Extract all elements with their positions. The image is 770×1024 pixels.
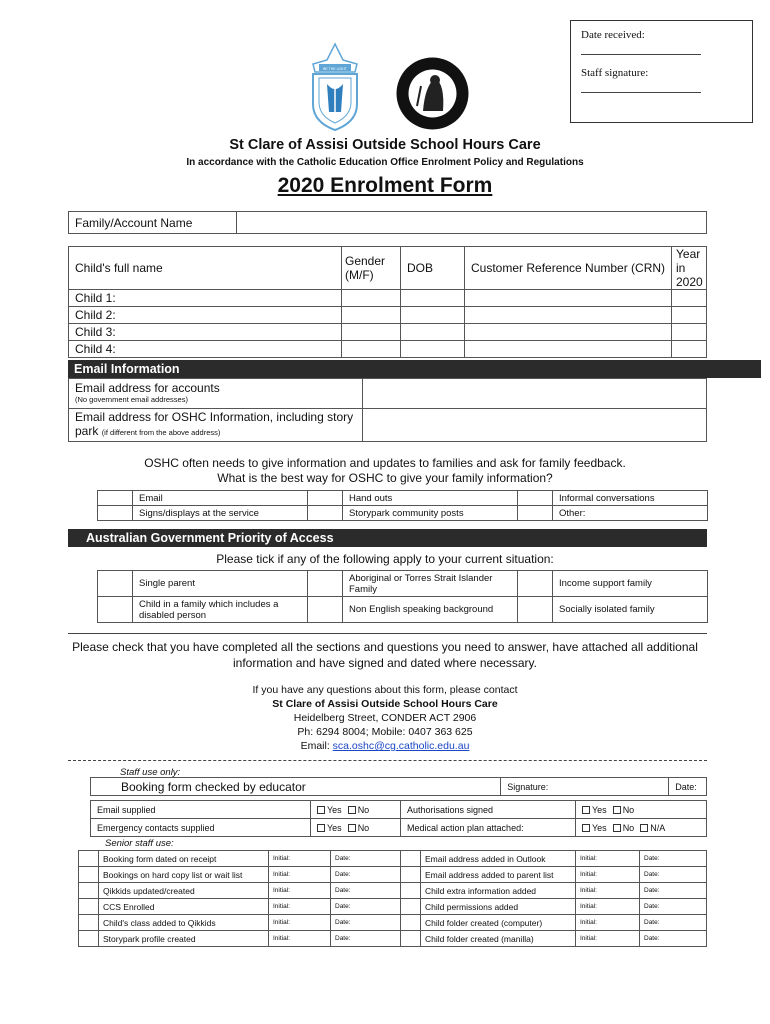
family-input[interactable] bbox=[237, 212, 707, 234]
date-field[interactable]: Date: bbox=[640, 867, 707, 883]
gender-header: Gender (M/F) bbox=[342, 247, 401, 290]
booking-checked-label: Booking form checked by educator bbox=[91, 778, 501, 796]
medical-yes-no-na[interactable]: Yes No N/A bbox=[576, 819, 707, 837]
accounts-email-label: Email address for accounts (No government email addresses) bbox=[69, 379, 363, 409]
contact-block: If you have any questions about this form, please contact St Clare of Assisi Outside School Hours Care Heidelberg Street, CONDER ACT 2906 Ph: 6294 8004; Mobile: 0407 363 625 Email: sca.oshc@cg.catholic.edu.au bbox=[252, 684, 518, 752]
staff-signature-label: Staff signature: bbox=[581, 67, 649, 79]
date-field[interactable]: Date: bbox=[331, 899, 401, 915]
st-clare-logo bbox=[305, 42, 365, 132]
family-table bbox=[68, 211, 707, 234]
org-subtitle: In accordance with the Catholic Education Office Enrolment Policy and Regulations bbox=[186, 157, 584, 168]
oshc-email-input[interactable] bbox=[363, 409, 707, 442]
date-received-label: Date received: bbox=[581, 29, 645, 41]
child-1-label[interactable]: Child 1: bbox=[69, 290, 342, 307]
priority-checkbox[interactable] bbox=[518, 597, 553, 623]
date-field[interactable]: Date: bbox=[640, 931, 707, 947]
divider-2 bbox=[68, 760, 707, 761]
staff-use-label: Staff use only: bbox=[120, 767, 181, 778]
senior-checkbox[interactable] bbox=[79, 851, 99, 867]
comms-options-table: Email Hand outs Informal conversations Signs/displays at the service Storypark community posts Other: bbox=[97, 490, 708, 521]
senior-left-item: Booking form dated on receipt bbox=[99, 851, 269, 867]
date-field[interactable]: Date: bbox=[331, 931, 401, 947]
senior-left-item: Storypark profile created bbox=[99, 931, 269, 947]
senior-right-item: Child folder created (manilla) bbox=[421, 931, 576, 947]
child-name-header: Child's full name bbox=[69, 247, 342, 290]
comms-line-2: What is the best way for OSHC to give your family information? bbox=[217, 471, 553, 485]
initial-field[interactable]: Initial: bbox=[576, 883, 640, 899]
senior-checkbox[interactable] bbox=[401, 883, 421, 899]
staff-table bbox=[90, 777, 707, 796]
office-use-box bbox=[570, 20, 753, 123]
email-section-title: Email Information bbox=[68, 360, 761, 378]
priority-checkbox[interactable] bbox=[98, 597, 133, 623]
senior-staff-table bbox=[78, 850, 707, 947]
senior-checkbox[interactable] bbox=[79, 883, 99, 899]
senior-checkbox[interactable] bbox=[401, 931, 421, 947]
year-header: Year in 2020 bbox=[672, 247, 707, 290]
staff-signature-line[interactable] bbox=[581, 81, 701, 93]
accounts-email-input[interactable] bbox=[363, 379, 707, 409]
comms-checkbox[interactable] bbox=[308, 506, 343, 521]
checklist-line-2: information and have signed and dated where necessary. bbox=[233, 656, 537, 670]
contact-email-link[interactable]: sca.oshc@cg.catholic.edu.au bbox=[332, 740, 470, 752]
comms-checkbox[interactable] bbox=[98, 506, 133, 521]
priority-checkbox[interactable] bbox=[308, 571, 343, 597]
school-crest-logo bbox=[395, 56, 470, 131]
senior-right-item: Email address added to parent list bbox=[421, 867, 576, 883]
senior-left-item: CCS Enrolled bbox=[99, 899, 269, 915]
initial-field[interactable]: Initial: bbox=[576, 915, 640, 931]
comms-checkbox[interactable] bbox=[98, 491, 133, 506]
email-yes-no[interactable]: Yes No bbox=[311, 801, 401, 819]
comms-line-1: OSHC often needs to give information and updates to families and ask for family feedback. bbox=[144, 456, 626, 470]
senior-checkbox[interactable] bbox=[401, 915, 421, 931]
child-2-label[interactable]: Child 2: bbox=[69, 307, 342, 324]
comms-checkbox[interactable] bbox=[518, 506, 553, 521]
senior-left-item: Qikkids updated/created bbox=[99, 883, 269, 899]
priority-checkbox[interactable] bbox=[518, 571, 553, 597]
senior-right-item: Child extra information added bbox=[421, 883, 576, 899]
auth-yes-no[interactable]: Yes No bbox=[576, 801, 707, 819]
initial-field[interactable]: Initial: bbox=[269, 883, 331, 899]
emergency-yes-no[interactable]: Yes No bbox=[311, 819, 401, 837]
form-title: 2020 Enrolment Form bbox=[277, 174, 493, 197]
senior-left-item: Child's class added to Qikkids bbox=[99, 915, 269, 931]
senior-checkbox[interactable] bbox=[79, 915, 99, 931]
dob-header: DOB bbox=[401, 247, 465, 290]
child-3-label[interactable]: Child 3: bbox=[69, 324, 342, 341]
initial-field[interactable]: Initial: bbox=[269, 867, 331, 883]
senior-checkbox[interactable] bbox=[401, 899, 421, 915]
date-field[interactable]: Date: bbox=[331, 867, 401, 883]
children-table bbox=[68, 246, 707, 358]
senior-staff-label: Senior staff use: bbox=[105, 838, 174, 849]
initial-field[interactable]: Initial: bbox=[576, 867, 640, 883]
senior-right-item: Email address added in Outlook bbox=[421, 851, 576, 867]
date-field[interactable]: Date: bbox=[640, 915, 707, 931]
initial-field[interactable]: Initial: bbox=[269, 931, 331, 947]
staff-check-table: Email supplied Yes No Authorisations signed Yes No Emergency contacts supplied Yes No Medical action plan attached: Yes No N/A bbox=[90, 800, 707, 837]
comms-checkbox[interactable] bbox=[308, 491, 343, 506]
date-field[interactable]: Date: bbox=[640, 899, 707, 915]
senior-checkbox[interactable] bbox=[79, 931, 99, 947]
senior-right-item: Child folder created (computer) bbox=[421, 915, 576, 931]
initial-field[interactable]: Initial: bbox=[269, 915, 331, 931]
family-label: Family/Account Name bbox=[69, 212, 237, 234]
priority-section-title: Australian Government Priority of Access bbox=[68, 529, 707, 547]
priority-checkbox[interactable] bbox=[98, 571, 133, 597]
child-4-label[interactable]: Child 4: bbox=[69, 341, 342, 358]
oshc-email-label: Email address for OSHC Information, including story park (if different from the above address) bbox=[69, 409, 363, 442]
date-field[interactable]: Date: bbox=[331, 851, 401, 867]
initial-field[interactable]: Initial: bbox=[576, 899, 640, 915]
initial-field[interactable]: Initial: bbox=[269, 899, 331, 915]
date-field[interactable]: Date: bbox=[640, 851, 707, 867]
comms-checkbox[interactable] bbox=[518, 491, 553, 506]
checklist-line-1: Please check that you have completed all the sections and questions you need to answer, have attached all additional bbox=[72, 640, 698, 654]
svg-text:BE THE LIGHT: BE THE LIGHT bbox=[323, 67, 347, 71]
date-field[interactable]: Date: bbox=[331, 883, 401, 899]
senior-checkbox[interactable] bbox=[401, 851, 421, 867]
priority-checkbox[interactable] bbox=[308, 597, 343, 623]
signature-field[interactable]: Signature: bbox=[501, 778, 669, 796]
divider-1 bbox=[68, 633, 707, 634]
date-field[interactable]: Date: bbox=[640, 883, 707, 899]
date-received-line[interactable] bbox=[581, 43, 701, 55]
priority-instruction: Please tick if any of the following apply to your current situation: bbox=[216, 552, 554, 566]
crn-header: Customer Reference Number (CRN) bbox=[465, 247, 672, 290]
initial-field[interactable]: Initial: bbox=[576, 931, 640, 947]
senior-checkbox[interactable] bbox=[401, 867, 421, 883]
senior-right-item: Child permissions added bbox=[421, 899, 576, 915]
initial-field[interactable]: Initial: bbox=[269, 851, 331, 867]
date-field[interactable]: Date: bbox=[331, 915, 401, 931]
email-table bbox=[68, 378, 707, 442]
senior-checkbox[interactable] bbox=[79, 867, 99, 883]
org-title: St Clare of Assisi Outside School Hours Care bbox=[229, 137, 541, 153]
priority-options-table: Single parent Aboriginal or Torres Strait Islander Family Income support family Child in a family which includes a disabled person Non English speaking background Socially isolated family bbox=[97, 570, 708, 623]
senior-left-item: Bookings on hard copy list or wait list bbox=[99, 867, 269, 883]
initial-field[interactable]: Initial: bbox=[576, 851, 640, 867]
date-field[interactable]: Date: bbox=[669, 778, 707, 796]
senior-checkbox[interactable] bbox=[79, 899, 99, 915]
